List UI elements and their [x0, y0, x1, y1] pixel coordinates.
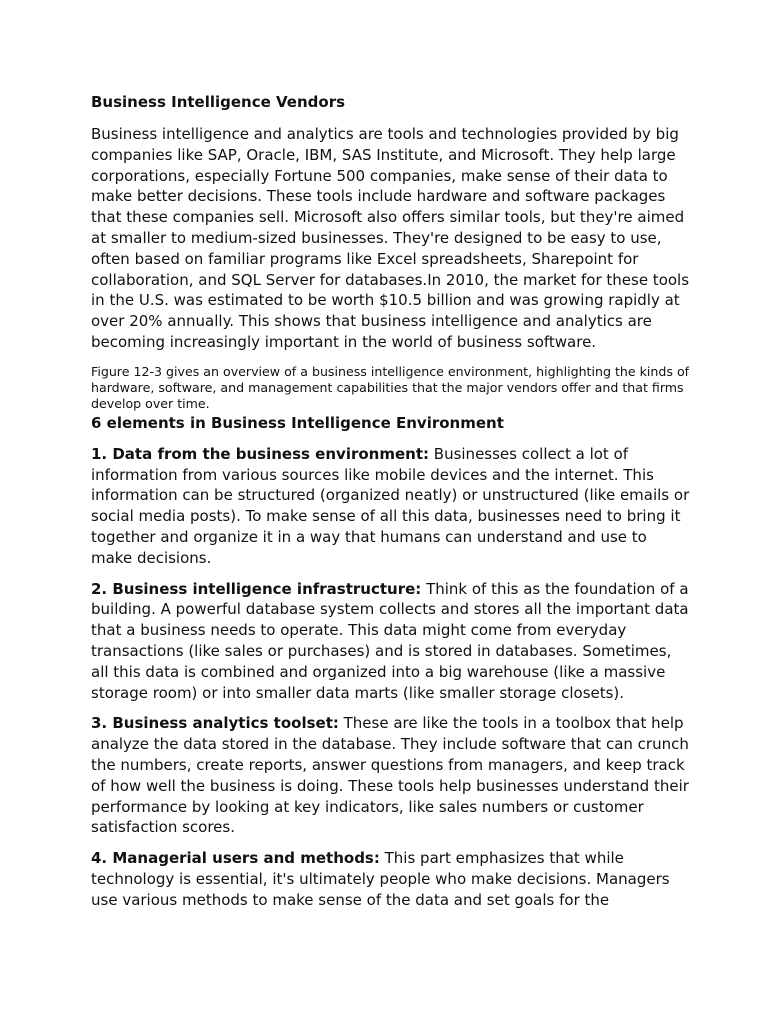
element-label-3: 3. Business analytics toolset: — [91, 714, 339, 733]
element-paragraph-1 — [91, 444, 691, 569]
element-paragraph-4 — [91, 848, 691, 910]
section-heading: 6 elements in Business Intelligence Environment — [91, 413, 504, 432]
figure-caption: Figure 12-3 gives an overview of a business intelligence environment, highlighting the kinds of hardware, software, and management capabilities that the major vendors offer and that firms develop over time. — [91, 363, 690, 411]
element-text-3: These are like the tools in a toolbox that help analyze the data stored in the database. They include software that can crunch the numbers, create reports, answer questions from managers, and keep track of how well the business is doing. These tools help businesses understand their performance by looking at key indicators, like sales numbers or customer satisfaction scores. — [91, 714, 689, 837]
element-label-1: 1. Data from the business environment: — [91, 444, 429, 463]
document-title: Business Intelligence Vendors — [91, 93, 346, 111]
element-paragraph-2 — [91, 579, 691, 704]
element-text-4: This part emphasizes that while technology is essential, it's ultimately people who make decisions. Managers use various methods to make sense of the data and set goals for the — [91, 849, 670, 909]
element-text-2: Think of this as the foundation of a building. A powerful database system collects and stores all the important data that a business needs to operate. This data might come from everyday transactions (like sales or purchases) and is stored in databases. Sometimes, all this data is combined and organized into a big warehouse (like a massive storage room) or into smaller data marts (like smaller storage closets). — [91, 579, 689, 702]
element-text-1: Businesses collect a lot of information from various sources like mobile devices and the internet. This information can be structured (organized neatly) or unstructured (like emails or social media posts). To make sense of all this data, businesses need to bring it together and organize it in a way that humans can understand and use to make decisions. — [91, 444, 690, 567]
intro-paragraph: Business intelligence and analytics are tools and technologies provided by big companies like SAP, Oracle, IBM, SAS Institute, and Microsoft. They help large corporations, especially Fortune 500 companies, make sense of their data to make better decisions. These tools include hardware and software packages that these companies sell. Microsoft also offers similar tools, but they're aimed at smaller to medium-sized businesses. They're designed to be easy to use, often based on familiar programs like Excel spreadsheets, Sharepoint for collaboration, and SQL Server for databases.In 2010, the market for these tools in the U.S. was estimated to be worth $10.5 billion and was growing rapidly at over 20% annually. This shows that business intelligence and analytics are becoming increasingly important in the world of business software. — [91, 125, 690, 351]
element-label-2: 2. Business intelligence infrastructure: — [91, 579, 422, 598]
document-page — [91, 90, 691, 911]
element-label-4: 4. Managerial users and methods: — [91, 849, 380, 868]
element-paragraph-3 — [91, 713, 691, 838]
